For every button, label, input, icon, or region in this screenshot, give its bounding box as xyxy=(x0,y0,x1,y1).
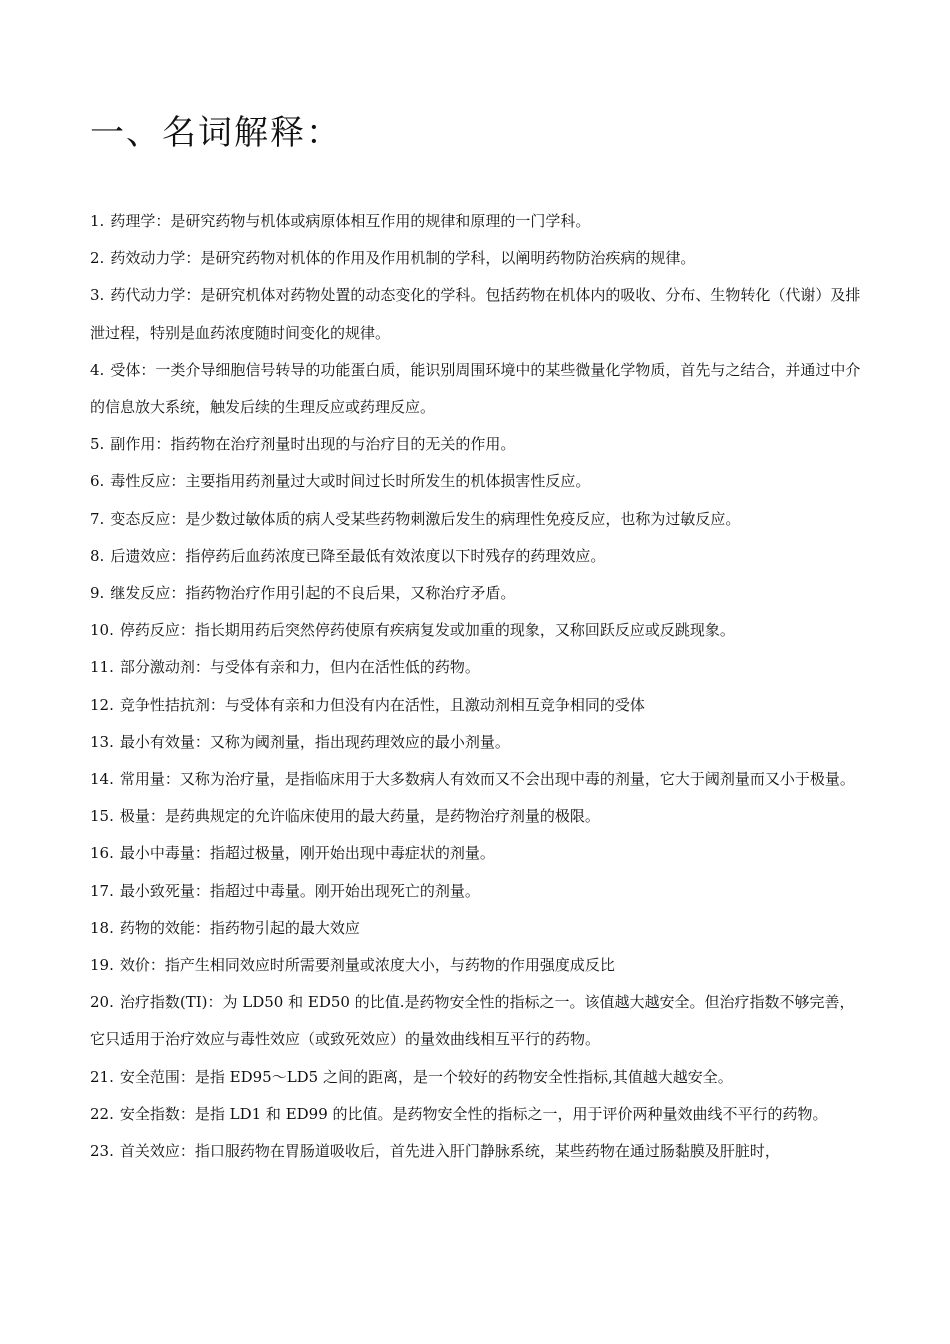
definition-item xyxy=(90,463,862,500)
definition-text: 最小中毒量：指超过极量，刚开始出现中毒症状的剂量。 xyxy=(119,844,495,863)
definition-text: 最小有效量：又称为阈剂量，指出现药理效应的最小剂量。 xyxy=(119,732,510,751)
definition-text: 安全范围：是指 ED95～LD5 之间的距离，是一个较好的药物安全性指标,其值越大越安全。 xyxy=(119,1067,733,1086)
definition-number: 15. xyxy=(90,807,114,826)
definition-text: 部分激动剂：与受体有亲和力，但内在活性低的药物。 xyxy=(119,658,480,677)
section-heading: 一、名词解释： xyxy=(90,113,342,153)
definition-text: 停药反应：指长期用药后突然停药使原有疾病复发或加重的现象，又称回跃反应或反跳现象。 xyxy=(119,621,735,640)
definition-item xyxy=(90,240,862,277)
definition-number: 18. xyxy=(90,918,114,937)
definition-text: 继发反应：指药物治疗作用引起的不良后果，又称治疗矛盾。 xyxy=(110,584,516,603)
definition-text: 药效动力学：是研究药物对机体的作用及作用机制的学科，以阐明药物防治疾病的规律。 xyxy=(110,249,696,268)
definition-number: 20. xyxy=(90,993,114,1012)
definition-item xyxy=(90,835,862,872)
definition-text: 效价：指产生相同效应时所需要剂量或浓度大小，与药物的作用强度成反比 xyxy=(119,956,615,975)
definition-text: 治疗指数(TI)：为 LD50 和 ED50 的比值.是药物安全性的指标之一。该值越大越安全。但治疗指数不够完善，它只适用于治疗效应与毒性效应（或致死效应）的量效曲线相互平行的药物。 xyxy=(90,993,855,1049)
definition-text: 安全指数：是指 LD1 和 ED99 的比值。是药物安全性的指标之一，用于评价两种量效曲线不平行的药物。 xyxy=(119,1104,828,1123)
definition-text: 首关效应：指口服药物在胃肠道吸收后，首先进入肝门静脉系统，某些药物在通过肠黏膜及肝脏时， xyxy=(119,1142,780,1161)
definition-item xyxy=(90,352,862,426)
definition-text: 竞争性拮抗剂：与受体有亲和力但没有内在活性，且激动剂相互竞争相同的受体 xyxy=(119,695,645,714)
definition-number: 13. xyxy=(90,732,114,751)
definition-text: 药物的效能：指药物引起的最大效应 xyxy=(119,918,360,937)
definition-text: 药理学：是研究药物与机体或病原体相互作用的规律和原理的一门学科。 xyxy=(110,212,591,230)
definition-text: 后遗效应：指停药后血药浓度已降至最低有效浓度以下时残存的药理效应。 xyxy=(110,546,606,565)
definition-item xyxy=(90,910,862,947)
definition-number: 8. xyxy=(90,546,105,565)
definition-list xyxy=(90,203,862,1170)
definition-text: 毒性反应：主要指用药剂量过大或时间过长时所发生的机体损害性反应。 xyxy=(110,472,591,491)
definition-item xyxy=(90,873,862,910)
definition-item xyxy=(90,649,862,686)
definition-number: 5. xyxy=(90,435,105,454)
definition-number: 21. xyxy=(90,1067,114,1086)
definition-item xyxy=(90,947,862,984)
definition-item xyxy=(90,1059,862,1096)
definition-text: 最小致死量：指超过中毒量。刚开始出现死亡的剂量。 xyxy=(119,881,480,900)
definition-number: 4. xyxy=(90,360,105,379)
definition-number: 23. xyxy=(90,1142,114,1161)
definition-number: 6. xyxy=(90,472,105,491)
definition-text: 变态反应：是少数过敏体质的病人受某些药物刺激后发生的病理性免疫反应，也称为过敏反应。 xyxy=(110,509,741,528)
definition-item xyxy=(90,501,862,538)
definition-number: 22. xyxy=(90,1104,114,1123)
definition-number: 7. xyxy=(90,509,105,528)
definition-number: 10. xyxy=(90,621,114,640)
definition-number: 16. xyxy=(90,844,114,863)
definition-text: 极量：是药典规定的允许临床使用的最大药量，是药物治疗剂量的极限。 xyxy=(119,807,600,826)
definition-item xyxy=(90,575,862,612)
definition-item xyxy=(90,1096,862,1133)
definition-item xyxy=(90,761,862,798)
definition-number: 3. xyxy=(90,286,105,305)
definition-item xyxy=(90,798,862,835)
definition-item xyxy=(90,277,862,351)
definition-number: 19. xyxy=(90,956,114,975)
definition-number: 9. xyxy=(90,584,105,603)
definition-item xyxy=(90,538,862,575)
definition-text: 常用量：又称为治疗量，是指临床用于大多数病人有效而又不会出现中毒的剂量，它大于阈剂量而又小于极量。 xyxy=(119,770,855,789)
definition-text: 受体：一类介导细胞信号转导的功能蛋白质，能识别周围环境中的某些微量化学物质，首先与之结合，并通过中介的信息放大系统，触发后续的生理反应或药理反应。 xyxy=(90,360,861,417)
definition-item xyxy=(90,612,862,649)
definition-text: 副作用：指药物在治疗剂量时出现的与治疗目的无关的作用。 xyxy=(110,435,516,454)
definition-item xyxy=(90,724,862,761)
definition-item xyxy=(90,426,862,463)
definition-item xyxy=(90,687,862,724)
definition-text: 药代动力学：是研究机体对药物处置的动态变化的学科。包括药物在机体内的吸收、分布、生物转化（代谢）及排泄过程，特别是血药浓度随时间变化的规律。 xyxy=(90,286,861,342)
definition-item xyxy=(90,1133,862,1170)
definition-item xyxy=(90,203,862,240)
definition-number: 17. xyxy=(90,881,114,900)
definition-number: 2. xyxy=(90,249,105,268)
definition-number: 14. xyxy=(90,770,114,789)
definition-number: 1. xyxy=(90,212,105,230)
definition-item xyxy=(90,984,862,1058)
definition-number: 12. xyxy=(90,695,114,714)
definition-number: 11. xyxy=(90,658,114,677)
